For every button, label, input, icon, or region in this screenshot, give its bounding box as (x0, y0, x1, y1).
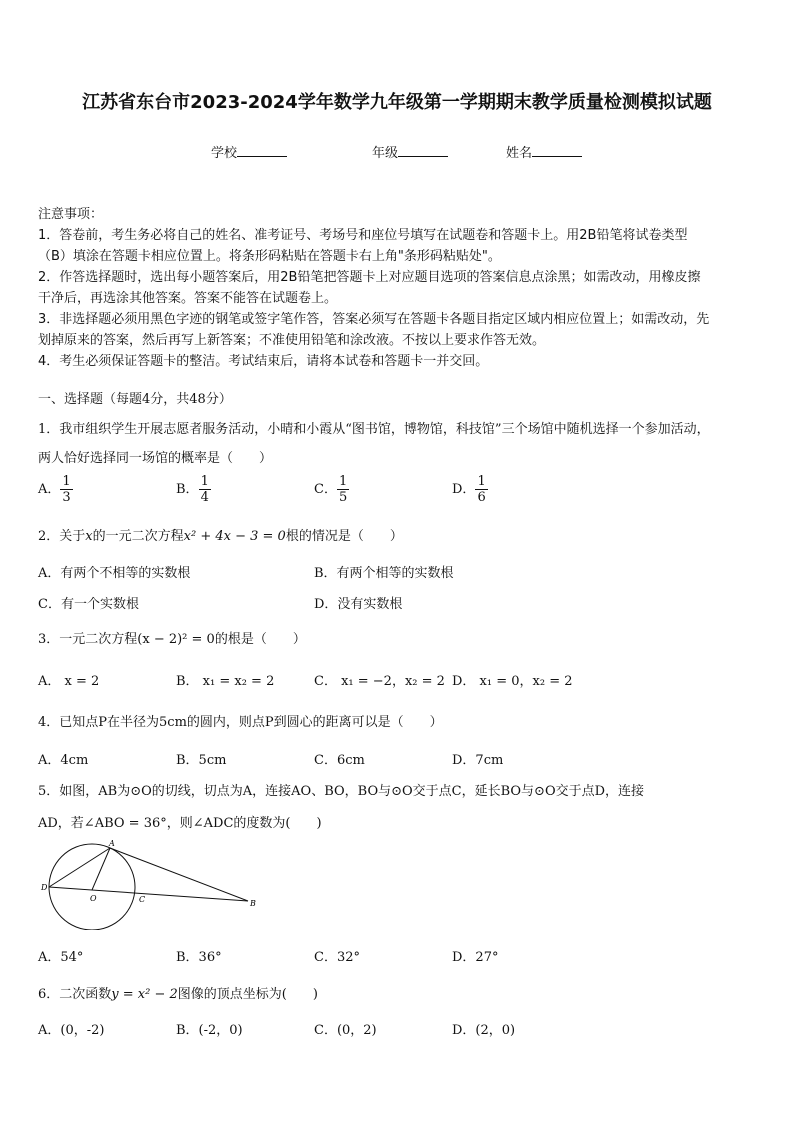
q5-text-cont: AD，若∠ABO = 36°，则∠ADC的度数为( ) (38, 816, 322, 831)
q2-var: x (85, 529, 93, 544)
note-line: 2．作答选择题时，选出每小题答案后，用2B铅笔把答题卡上对应题目选项的答案信息点涂黑；如需改动，用橡皮擦 (38, 270, 701, 285)
denominator: 6 (477, 490, 486, 505)
q1-option-d (452, 474, 488, 505)
q3-post: 的根是（ ） (214, 632, 306, 647)
q5-option-b: B．36° (176, 950, 222, 965)
label-a: A (109, 839, 115, 848)
line-ad (49, 848, 110, 887)
q1-option-a (38, 474, 73, 505)
note-line: 干净后，再选涂其他答案。答案不能答在试题卷上。 (38, 291, 338, 306)
q6-equation: y = x² − 2 (111, 987, 178, 1002)
circle-tangent-figure (36, 838, 266, 930)
q5-option-d: D．27° (452, 950, 499, 965)
q6-option-b: B．(-2，0) (176, 1023, 243, 1038)
fraction (337, 474, 349, 505)
q2-option-a: A．有两个不相等的实数根 (38, 566, 191, 581)
q2-option-b: B．有两个相等的实数根 (314, 566, 454, 581)
q6-pre: 6．二次函数 (38, 987, 112, 1002)
q2-option-d: D．没有实数根 (314, 597, 403, 612)
option-label: A． (38, 482, 61, 497)
option-label: B． (176, 482, 199, 497)
q4-option-a: A．4cm (38, 753, 89, 768)
fraction (60, 474, 72, 505)
note-line: 4．考生必须保证答题卡的整洁。考试结束后，请将本试卷和答题卡一并交回。 (38, 354, 489, 369)
numerator: 1 (477, 474, 486, 489)
q4-option-c: C．6cm (314, 753, 365, 768)
numerator: 1 (200, 474, 209, 489)
q2-pre: 2．关于 (38, 529, 86, 544)
name-field (506, 142, 582, 161)
q2-post: 根的情况是（ ） (285, 529, 403, 544)
grade-label: 年级 (372, 146, 399, 161)
q4-option-d: D．7cm (452, 753, 504, 768)
q2-text (38, 525, 403, 544)
q6-text (38, 983, 318, 1002)
q5-option-a: A．54° (38, 950, 84, 965)
label-d: D (41, 883, 48, 892)
note-line: （B）填涂在答题卡相应位置上。将条形码粘贴在答题卡右上角"条形码粘贴处"。 (38, 249, 501, 264)
school-field (211, 142, 287, 161)
label-o: O (90, 894, 97, 903)
label-c: C (139, 895, 146, 904)
q1-text-cont: 两人恰好选择同一场馆的概率是（ ） (38, 451, 273, 466)
q1-option-c (314, 474, 349, 505)
denominator: 3 (62, 490, 71, 505)
note-line: 1．答卷前，考生务必将自己的姓名、准考证号、考场号和座位号填写在试题卷和答题卡上。用2B铅笔将试卷类型 (38, 228, 688, 243)
circle-o (49, 844, 135, 930)
grade-blank (398, 144, 448, 157)
numerator: 1 (338, 474, 348, 489)
denominator: 4 (200, 490, 209, 505)
q1-option-b (176, 474, 211, 505)
grade-field (372, 142, 448, 161)
q2-mid: 的一元二次方程 (92, 529, 184, 544)
q1-text: 1．我市组织学生开展志愿者服务活动，小晴和小霞从“图书馆，博物馆，科技馆”三个场馆中随机选择一个参加活动， (38, 422, 710, 437)
q3-option-b: B． x₁ = x₂ = 2 (176, 674, 275, 689)
fraction (475, 474, 487, 505)
q4-option-b: B．5cm (176, 753, 227, 768)
q3-equation: (x − 2)² = 0 (137, 632, 215, 647)
school-blank (237, 144, 287, 157)
page-title: 江苏省东台市2023-2024学年数学九年级第一学期期末教学质量检测模拟试题 (82, 92, 712, 113)
option-label: C． (314, 482, 337, 497)
note-line: 3．非选择题必须用黑色字迹的钢笔或签字笔作答，答案必须写在答题卡各题目指定区域内相应位置上；如需改动，先 (38, 312, 710, 327)
school-label: 学校 (211, 146, 238, 161)
q6-option-a: A．(0，-2) (38, 1023, 105, 1038)
q3-text (38, 628, 306, 647)
denominator: 5 (338, 490, 348, 505)
q6-option-d: D．(2，0) (452, 1023, 516, 1038)
q5-text: 5．如图，AB为⊙O的切线，切点为A，连接AO、BO，BO与⊙O交于点C，延长BO与⊙O交于点D，连接 (38, 784, 645, 799)
option-label: D． (452, 482, 476, 497)
fraction (199, 474, 211, 505)
q3-option-c: C． x₁ = −2，x₂ = 2 (314, 674, 445, 689)
q6-option-c: C．(0，2) (314, 1023, 377, 1038)
q2-option-c: C．有一个实数根 (38, 597, 139, 612)
q4-text: 4．已知点P在半径为5cm的圆内，则点P到圆心的距离可以是（ ） (38, 715, 443, 730)
notes-heading: 注意事项： (38, 207, 104, 222)
name-label: 姓名 (506, 146, 533, 161)
q5-option-c: C．32° (314, 950, 360, 965)
name-blank (532, 144, 582, 157)
q3-pre: 3．一元二次方程 (38, 632, 138, 647)
q3-option-d: D． x₁ = 0，x₂ = 2 (452, 674, 573, 689)
section-heading: 一、选择题（每题4分，共48分） (38, 392, 232, 407)
q2-equation: x² + 4x − 3 = 0 (183, 529, 286, 544)
numerator: 1 (62, 474, 71, 489)
label-b: B (250, 899, 256, 908)
q3-option-a: A． x = 2 (38, 674, 100, 689)
note-line: 划掉原来的答案，然后再写上新答案；不准使用铅笔和涂改液。不按以上要求作答无效。 (38, 333, 546, 348)
q6-post: 图像的顶点坐标为( ) (177, 987, 318, 1002)
